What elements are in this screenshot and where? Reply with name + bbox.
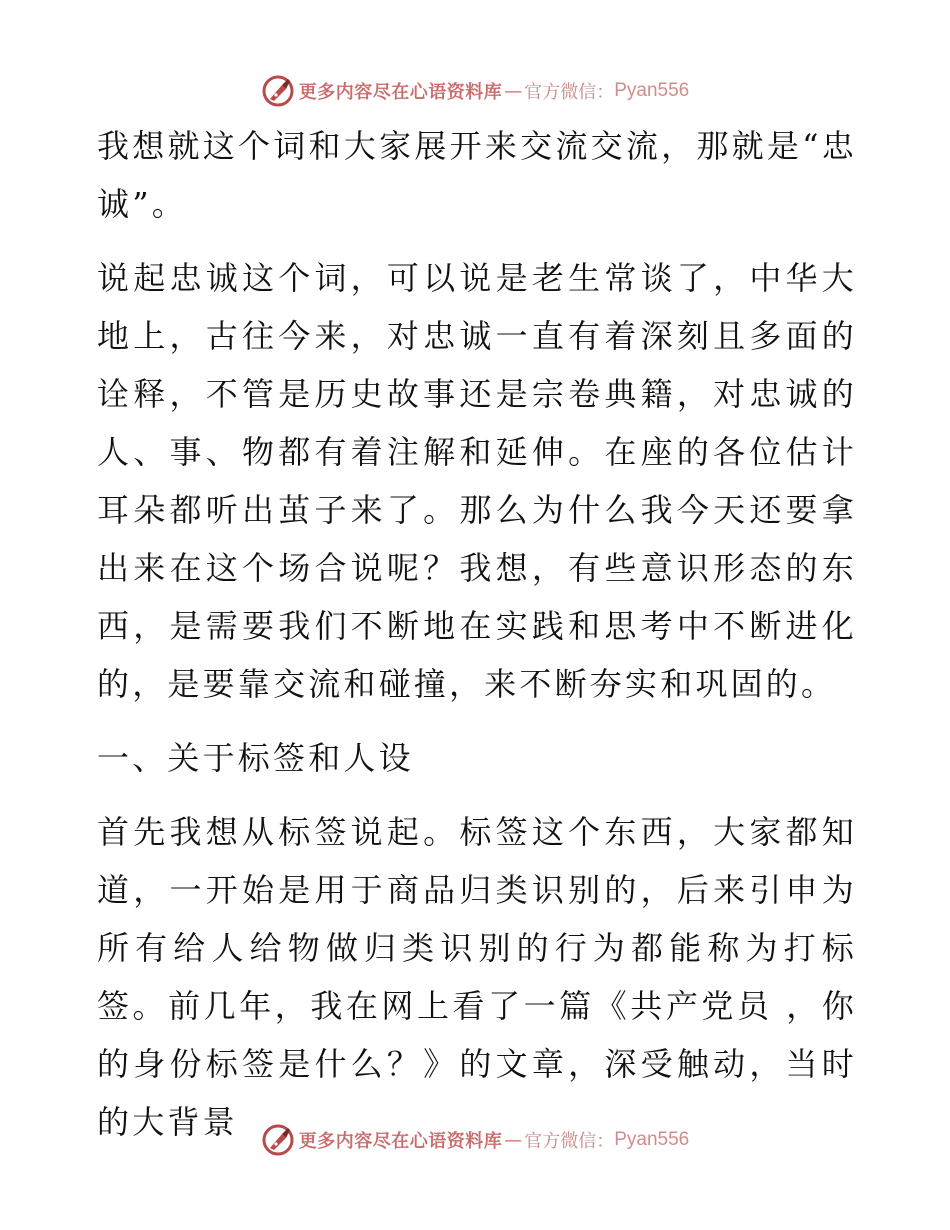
header-watermark-banner — [0, 71, 950, 111]
banner-handle: Pyan556 — [614, 1129, 690, 1150]
banner-separator: — — [504, 1129, 523, 1151]
banner-handle: Pyan556 — [614, 80, 690, 101]
section-heading: 一、关于标签和人设 — [97, 739, 414, 777]
paragraph-gap — [97, 787, 857, 803]
banner-separator: — — [504, 80, 523, 102]
paragraph-gap — [97, 233, 857, 249]
banner-main-text: 更多内容尽在心语资料库 — [298, 82, 503, 103]
banner-main-text: 更多内容尽在心语资料库 — [298, 1131, 503, 1152]
document-body — [97, 117, 857, 1151]
pen-nib-logo-icon — [261, 1123, 295, 1157]
paragraph-gap — [97, 713, 857, 729]
paragraph-intro: 我想就这个词和大家展开来交流交流，那就是“忠诚”。 — [97, 127, 857, 223]
banner-sub-text: 官方微信： — [524, 82, 615, 103]
paragraph-labels: 首先我想从标签说起。标签这个东西，大家都知道，一开始是用于商品归类识别的，后来引申为所有给人给物做归类识别的行为都能称为打标签。前几年，我在网上看了一篇《共产党员 ，你的身份标签是什么？》的文章，深受触动，当时的大背景 — [97, 813, 857, 1141]
pen-nib-logo-icon — [261, 74, 295, 108]
banner-sub-text: 官方微信： — [524, 1131, 615, 1152]
paragraph-loyalty: 说起忠诚这个词，可以说是老生常谈了，中华大地上，古往今来，对忠诚一直有着深刻且多面的诠释，不管是历史故事还是宗卷典籍，对忠诚的人、事、物都有着注解和延伸。在座的各位估计耳朵都听出茧子来了。那么为什么我今天还要拿出来在这个场合说呢？我想，有些意识形态的东西，是需要我们不断地在实践和思考中不断进化的，是要靠交流和碰撞，来不断夯实和巩固的。 — [97, 259, 857, 703]
footer-watermark-banner — [0, 1120, 950, 1160]
